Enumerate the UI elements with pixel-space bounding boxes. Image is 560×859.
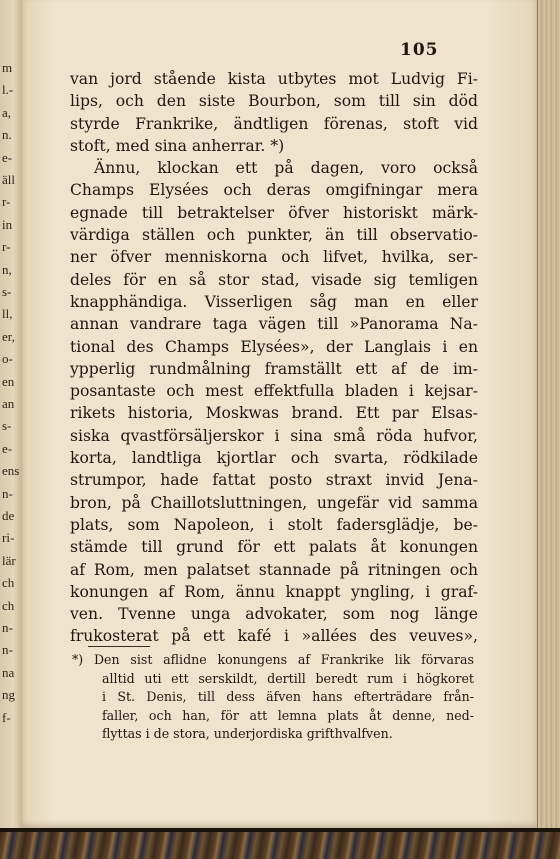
facing-page-fragment: n- bbox=[2, 620, 13, 635]
text-line: stoft, med sina anherrar. *) bbox=[70, 136, 285, 155]
facing-page-fragment: n- bbox=[2, 485, 13, 501]
facing-page-fragment: s- bbox=[2, 284, 12, 299]
facing-page-fragment: r- bbox=[2, 194, 11, 210]
facing-page-fragment: an bbox=[2, 396, 15, 411]
facing-page-fragment: n, bbox=[2, 261, 12, 277]
footnote-line: alltid uti ett serskildt, dertill beredt rum i högkoret bbox=[102, 670, 474, 686]
text-line: ven. Tvenne unga advokater, som nog länge bbox=[70, 605, 478, 624]
facing-page-fragment: f- bbox=[2, 709, 11, 725]
page-number: 105 bbox=[400, 40, 439, 60]
facing-page-fragment: n- bbox=[2, 642, 13, 658]
text-line: konungen af Rom, ännu knappt yngling, i graf- bbox=[70, 582, 478, 601]
text-line: af Rom, men palatset stannade på ritningen och bbox=[70, 560, 478, 579]
facing-page-fragment: äll bbox=[2, 172, 15, 187]
facing-page-fragment: e- bbox=[2, 149, 13, 165]
main-text bbox=[70, 68, 478, 648]
facing-page-fragment: o- bbox=[2, 351, 13, 367]
footnote-line: *) Den sist aflidne konungens af Frankrike lik förvaras bbox=[72, 652, 474, 667]
text-line: strumpor, hade fattat posto straxt invid Jena- bbox=[70, 471, 478, 490]
text-line: korta, landtliga kjortlar och svarta, rödkilade bbox=[70, 449, 478, 468]
facing-page-edge bbox=[0, 0, 23, 830]
text-line: styrde Frankrike, ändtligen förenas, stoft vid bbox=[70, 114, 478, 133]
book-cover-edge bbox=[0, 828, 560, 859]
text-line: rikets historia, Moskwas brand. Ett par Elsas- bbox=[70, 404, 478, 423]
facing-page-fragment: en bbox=[2, 373, 15, 389]
text-line: Champs Elysées och deras omgifningar mera bbox=[70, 181, 478, 200]
text-line: posantaste och mest effektfulla bladen i kejsar- bbox=[70, 382, 478, 401]
text-line: lips, och den siste Bourbon, som till sin död bbox=[70, 92, 478, 111]
facing-page-fragment: na bbox=[2, 664, 15, 680]
text-line: deles för en så stor stad, visade sig temligen bbox=[70, 270, 478, 289]
text-line: annan vandrare taga vägen till »Panorama Na- bbox=[70, 315, 478, 334]
facing-page-fragment: ri- bbox=[2, 530, 15, 546]
text-line: värdiga ställen och punkter, än till observatio- bbox=[70, 226, 478, 245]
footnote-divider bbox=[88, 646, 150, 647]
page-stack-edge bbox=[537, 0, 560, 835]
facing-page-fragment: e- bbox=[2, 440, 13, 456]
text-line: van jord stående kista utbytes mot Ludvig Fi- bbox=[70, 70, 478, 88]
facing-page-fragment: in bbox=[2, 216, 13, 232]
facing-page-fragment: s- bbox=[2, 418, 12, 434]
text-line: plats, som Napoleon, i stolt fadersglädje, be- bbox=[70, 515, 478, 534]
footnote bbox=[72, 651, 474, 744]
text-line: egnade till betraktelser öfver historiskt märk- bbox=[70, 203, 478, 222]
facing-page-fragment: n. bbox=[2, 127, 12, 143]
footnote-line: i St. Denis, till dess äfven hans efterträdare från- bbox=[102, 689, 474, 704]
facing-page-fragment: ch bbox=[2, 575, 15, 591]
facing-page-fragment: ng bbox=[2, 687, 15, 703]
facing-page-fragment: er, bbox=[2, 328, 15, 344]
facing-page-fragment: de bbox=[2, 508, 15, 523]
text-line: bron, på Chaillotsluttningen, ungefär vid samma bbox=[70, 493, 478, 512]
text-line: frukosterat på ett kafé i »allées des veuves», bbox=[70, 627, 478, 646]
book-page bbox=[22, 0, 537, 828]
footnote-line: faller, och han, för att lemna plats åt denne, ned- bbox=[102, 707, 474, 723]
facing-page-fragment: ll, bbox=[2, 306, 13, 322]
text-line: ner öfver menniskorna och lifvet, hvilka, ser- bbox=[70, 248, 478, 267]
text-line: siska qvastförsäljerskor i sina små röda hufvor, bbox=[70, 426, 478, 445]
facing-page-fragment: ch bbox=[2, 597, 15, 613]
text-line: knapphändiga. Visserligen såg man en eller bbox=[70, 292, 478, 311]
facing-page-fragment: ens bbox=[2, 463, 20, 479]
text-line: stämde till grund för ett palats åt konungen bbox=[70, 538, 478, 557]
facing-page-fragment: m bbox=[2, 60, 13, 75]
facing-page-fragment: r- bbox=[2, 239, 11, 255]
footnote-line: flyttas i de stora, underjordiska grifthvalfven. bbox=[102, 726, 393, 741]
text-line: ypperlig rundmålning framställt ett af de im- bbox=[70, 359, 478, 378]
facing-page-fragment: a, bbox=[2, 104, 12, 120]
facing-page-fragment: lär bbox=[2, 552, 16, 568]
facing-page-fragment: l.- bbox=[2, 82, 14, 98]
text-line: tional des Champs Elysées», der Langlais i en bbox=[70, 337, 478, 356]
text-line: Ännu, klockan ett på dagen, voro också bbox=[94, 159, 478, 178]
